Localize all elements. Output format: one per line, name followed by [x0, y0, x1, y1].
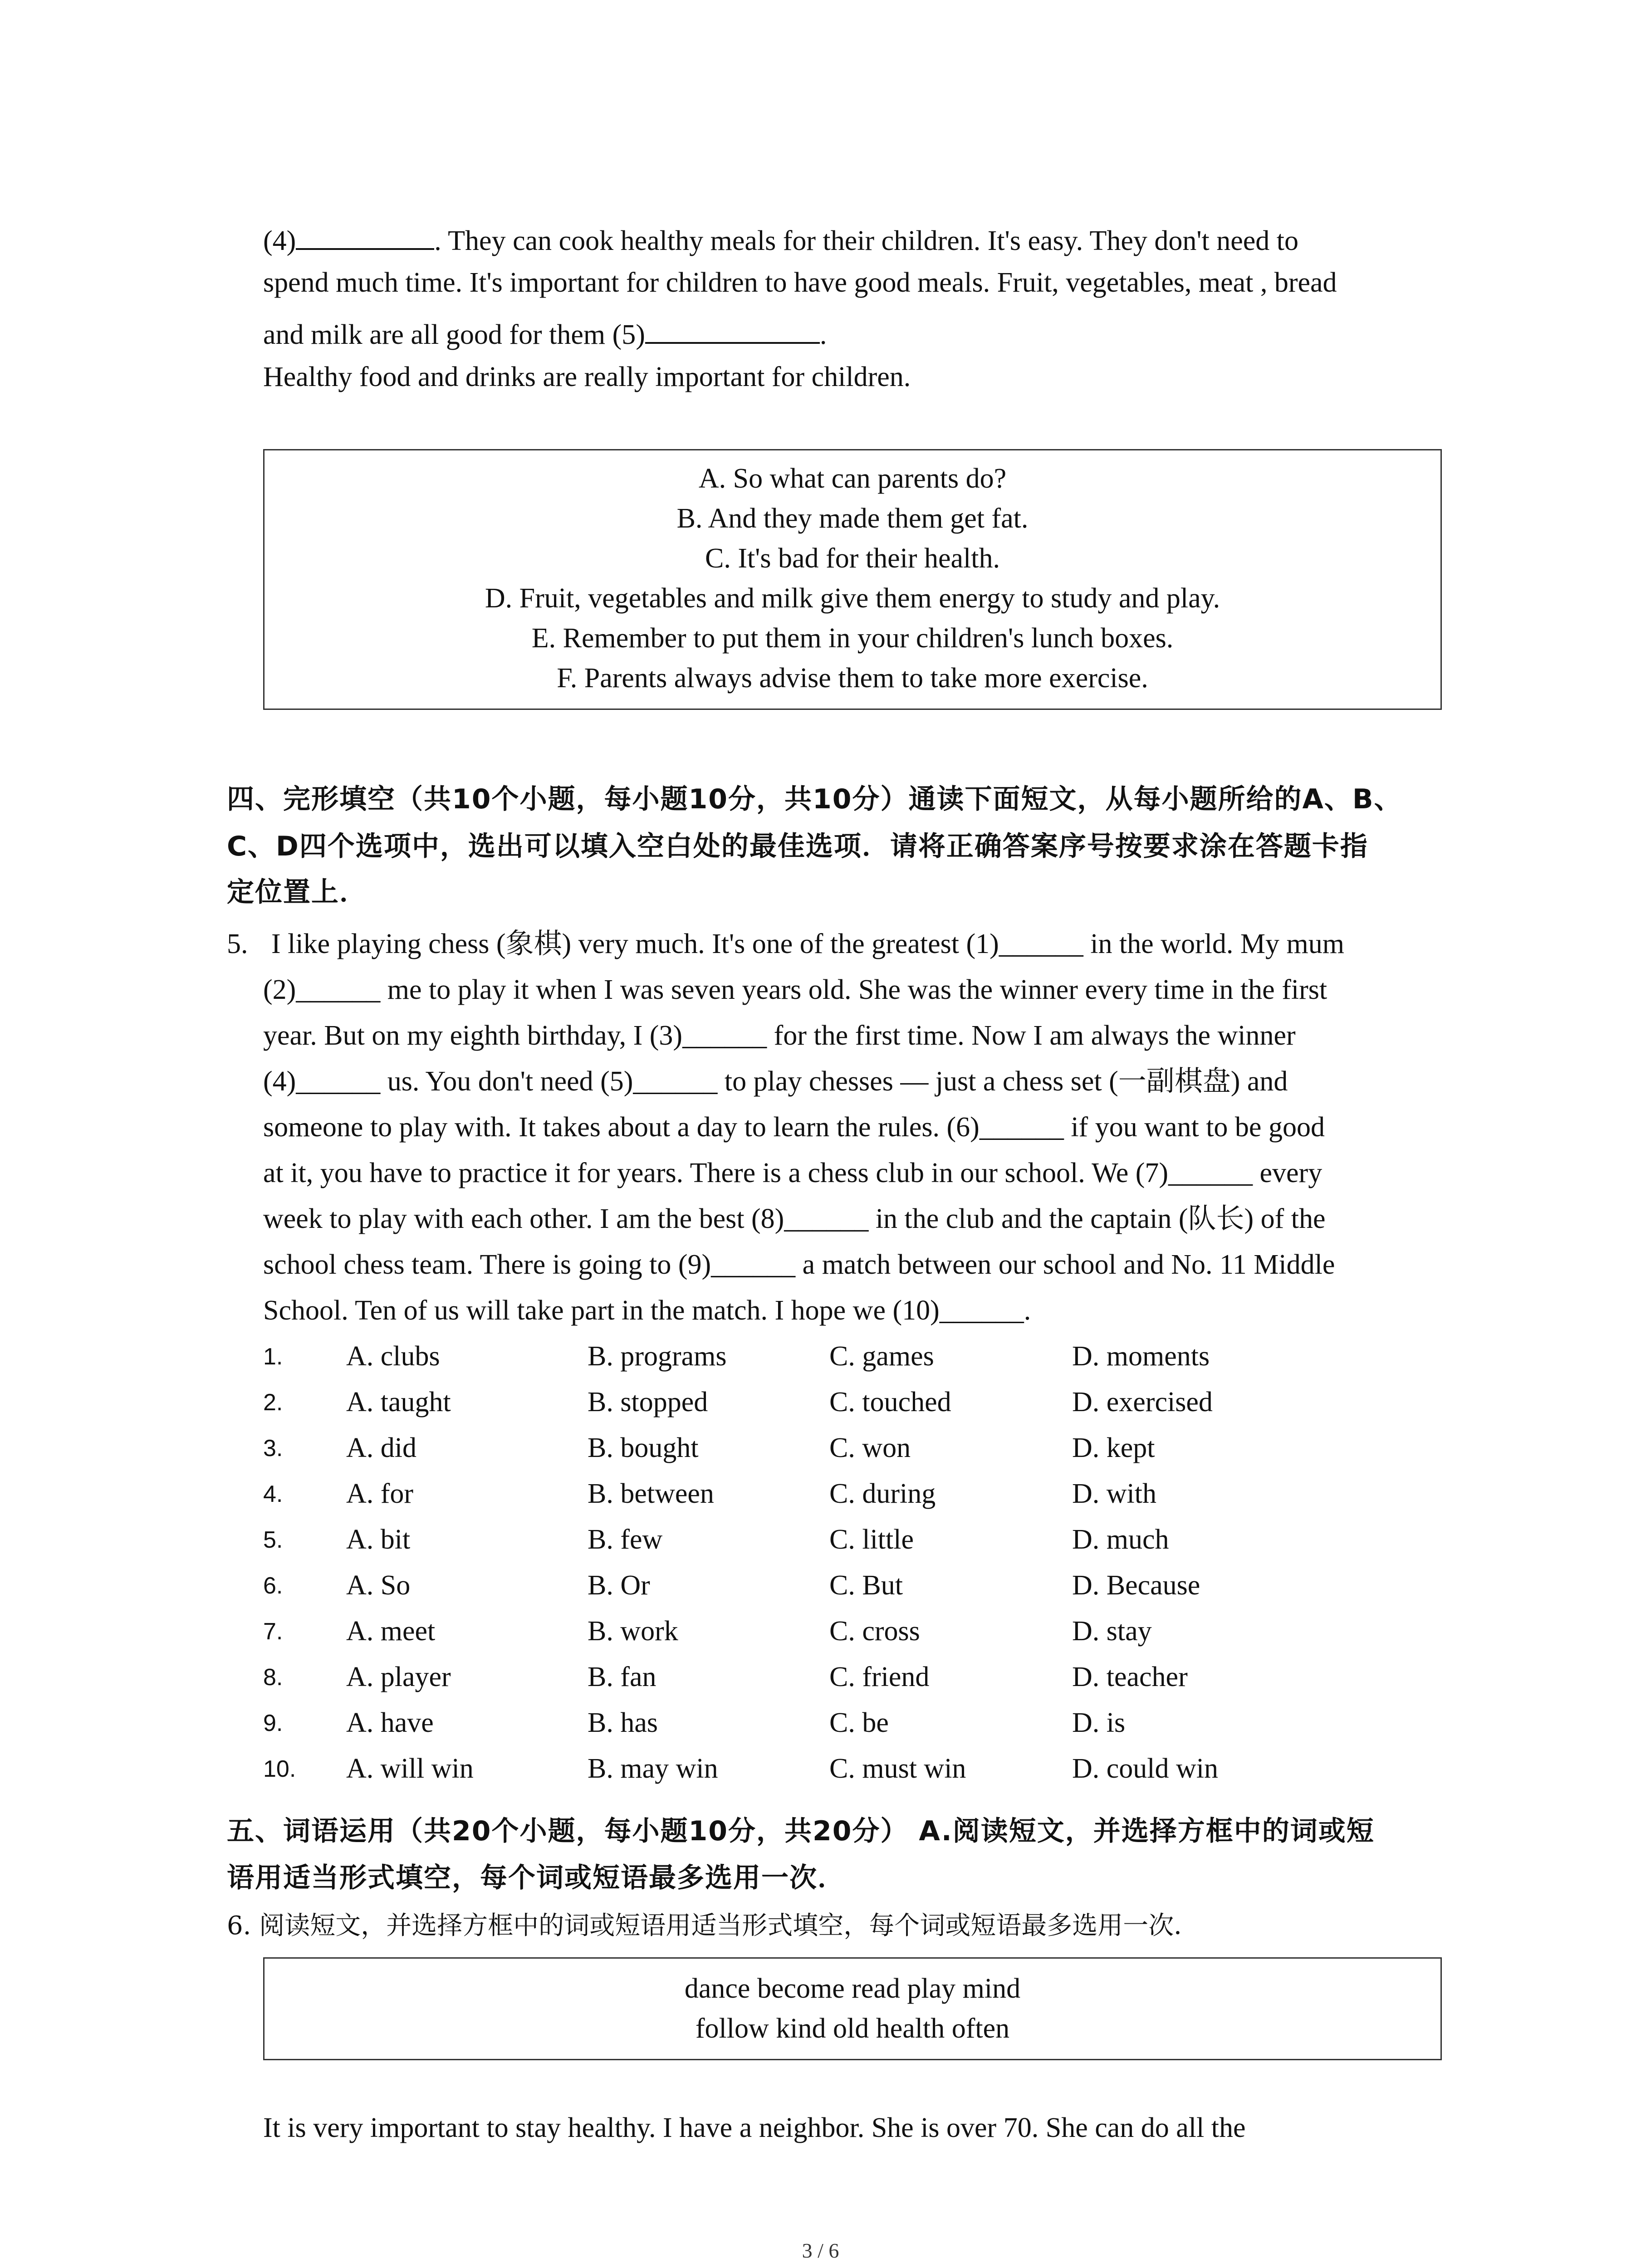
choice-c: C. during	[829, 1478, 936, 1509]
choice-number: 6.	[263, 1573, 283, 1599]
option-b: B. And they made them get fat.	[676, 503, 1029, 534]
passage-text: (4)	[263, 225, 296, 256]
choice-a: A. meet	[346, 1616, 436, 1647]
cloze-line-6: at it, you have to practice it for years. There is a chess club in our school. We (7)______ every	[263, 1158, 1323, 1188]
choice-a: A. have	[346, 1707, 434, 1738]
answer-blank	[296, 224, 434, 250]
cloze-line-3: year. But on my eighth birthday, I (3)______ for the first time. Now I am always the winner	[263, 1020, 1296, 1051]
choice-c: C. friend	[829, 1662, 930, 1692]
choice-b: B. few	[588, 1524, 663, 1555]
choice-c: C. little	[829, 1524, 914, 1555]
passage-line-2: spend much time. It's important for children to have good meals. Fruit, vegetables, meat , bread	[263, 267, 1337, 298]
choice-d: D. stay	[1072, 1616, 1152, 1647]
choice-c: C. won	[829, 1432, 911, 1463]
choice-d: D. Because	[1072, 1570, 1200, 1601]
section4-heading-line-2: C、D四个选项中，选出可以填入空白处的最佳选项．请将正确答案序号按要求涂在答题卡指	[227, 831, 1368, 862]
cloze-line-7: week to play with each other. I am the best (8)______ in the club and the captain (队长) of the	[263, 1203, 1326, 1234]
option-a: A. So what can parents do?	[698, 463, 1007, 494]
choice-b: B. programs	[588, 1341, 727, 1372]
section5-heading-line-2: 语用适当形式填空，每个词或短语最多选用一次．	[227, 1862, 846, 1894]
choice-d: D. much	[1072, 1524, 1169, 1555]
choice-number: 4.	[263, 1481, 283, 1507]
choice-d: D. moments	[1072, 1341, 1210, 1372]
section4-heading-line-1: 四、完形填空（共10个小题，每小题10分，共10分）通读下面短文，从每小题所给的A、B、	[227, 783, 1402, 815]
choice-row	[0, 1432, 1641, 1473]
section5-heading-line-1: 五、词语运用（共20个小题，每小题10分，共20分） A.阅读短文，并选择方框中的词或短	[227, 1815, 1375, 1847]
choice-row	[0, 1753, 1641, 1794]
question-number: 5.	[227, 929, 248, 959]
cloze-line-8: school chess team. There is going to (9)______ a match between our school and No. 11 Middle	[263, 1249, 1335, 1280]
passage-line-1	[263, 224, 1298, 255]
passage-text: .	[819, 319, 827, 350]
choice-row	[0, 1661, 1641, 1702]
choice-a: A. for	[346, 1478, 414, 1509]
choice-a: A. So	[346, 1570, 411, 1601]
word-box	[263, 1957, 1442, 2060]
choice-a: A. clubs	[346, 1341, 440, 1372]
choice-c: C. But	[829, 1570, 903, 1601]
cloze-line-5: someone to play with. It takes about a day to learn the rules. (6)______ if you want to be good	[263, 1112, 1325, 1143]
choice-d: D. with	[1072, 1478, 1156, 1509]
choice-number: 1.	[263, 1344, 283, 1370]
choice-row	[0, 1386, 1641, 1427]
cloze-line-9: School. Ten of us will take part in the match. I hope we (10)______.	[263, 1295, 1031, 1326]
choice-row	[0, 1707, 1641, 1748]
cloze-line-1: I like playing chess (象棋) very much. It's one of the greatest (1)______ in the world. My mum	[271, 929, 1344, 959]
page-number: 3 / 6	[802, 2239, 839, 2262]
choice-c: C. must win	[829, 1753, 966, 1784]
passage-line-4: Healthy food and drinks are really important for children.	[263, 362, 911, 392]
answer-blank	[645, 318, 820, 344]
choice-b: B. may win	[588, 1753, 718, 1784]
choice-d: D. exercised	[1072, 1387, 1213, 1418]
choice-number: 9.	[263, 1710, 283, 1736]
choice-b: B. has	[588, 1707, 658, 1738]
choice-c: C. games	[829, 1341, 934, 1372]
choice-a: A. taught	[346, 1387, 451, 1418]
passage-line-3	[263, 318, 827, 349]
cloze-line-2: (2)______ me to play it when I was seven years old. She was the winner every time in the first	[263, 974, 1327, 1005]
choice-number: 7.	[263, 1618, 283, 1645]
options-box	[263, 449, 1442, 710]
choice-number: 3.	[263, 1435, 283, 1461]
passage-text: . They can cook healthy meals for their children. It's easy. They don't need to	[434, 225, 1299, 256]
choice-a: A. bit	[346, 1524, 411, 1555]
choice-d: D. is	[1072, 1707, 1126, 1738]
option-e: E. Remember to put them in your children's lunch boxes.	[531, 623, 1174, 654]
question-6-instruction: 6. 阅读短文，并选择方框中的词或短语用适当形式填空，每个词或短语最多选用一次．	[227, 1911, 1200, 1941]
choice-c: C. be	[829, 1707, 889, 1738]
choice-row	[0, 1524, 1641, 1564]
choice-number: 5.	[263, 1527, 283, 1553]
choice-b: B. fan	[588, 1662, 656, 1692]
choice-number: 2.	[263, 1389, 283, 1416]
passage-text: and milk are all good for them (5)	[263, 319, 645, 350]
option-d: D. Fruit, vegetables and milk give them energy to study and play.	[485, 583, 1220, 614]
choice-row	[0, 1569, 1641, 1610]
section4-heading-line-3: 定位置上．	[227, 876, 367, 908]
choice-a: A. will win	[346, 1753, 474, 1784]
choice-b: B. work	[588, 1616, 678, 1647]
choice-row	[0, 1340, 1641, 1381]
choice-d: D. teacher	[1072, 1662, 1188, 1692]
choice-b: B. between	[588, 1478, 714, 1509]
word-box-line-1: dance become read play mind	[684, 1973, 1021, 2004]
choice-d: D. kept	[1072, 1432, 1155, 1463]
cloze-line-4: (4)______ us. You don't need (5)______ to play chesses — just a chess set (一副棋盘) and	[263, 1066, 1288, 1097]
choice-b: B. stopped	[588, 1387, 708, 1418]
choice-d: D. could win	[1072, 1753, 1219, 1784]
choice-a: A. player	[346, 1662, 451, 1692]
choice-b: B. bought	[588, 1432, 699, 1463]
choice-b: B. Or	[588, 1570, 650, 1601]
choice-row	[0, 1615, 1641, 1656]
choice-number: 10.	[263, 1756, 296, 1782]
choice-a: A. did	[346, 1432, 416, 1463]
choice-number: 8.	[263, 1664, 283, 1691]
choice-c: C. touched	[829, 1387, 951, 1418]
choice-row	[0, 1478, 1641, 1519]
choice-c: C. cross	[829, 1616, 920, 1647]
option-f: F. Parents always advise them to take more exercise.	[557, 663, 1148, 694]
option-c: C. It's bad for their health.	[705, 543, 1000, 574]
word-box-line-2: follow kind old health often	[695, 2013, 1010, 2044]
passage-6-start: It is very important to stay healthy. I have a neighbor. She is over 70. She can do all the	[263, 2112, 1246, 2143]
